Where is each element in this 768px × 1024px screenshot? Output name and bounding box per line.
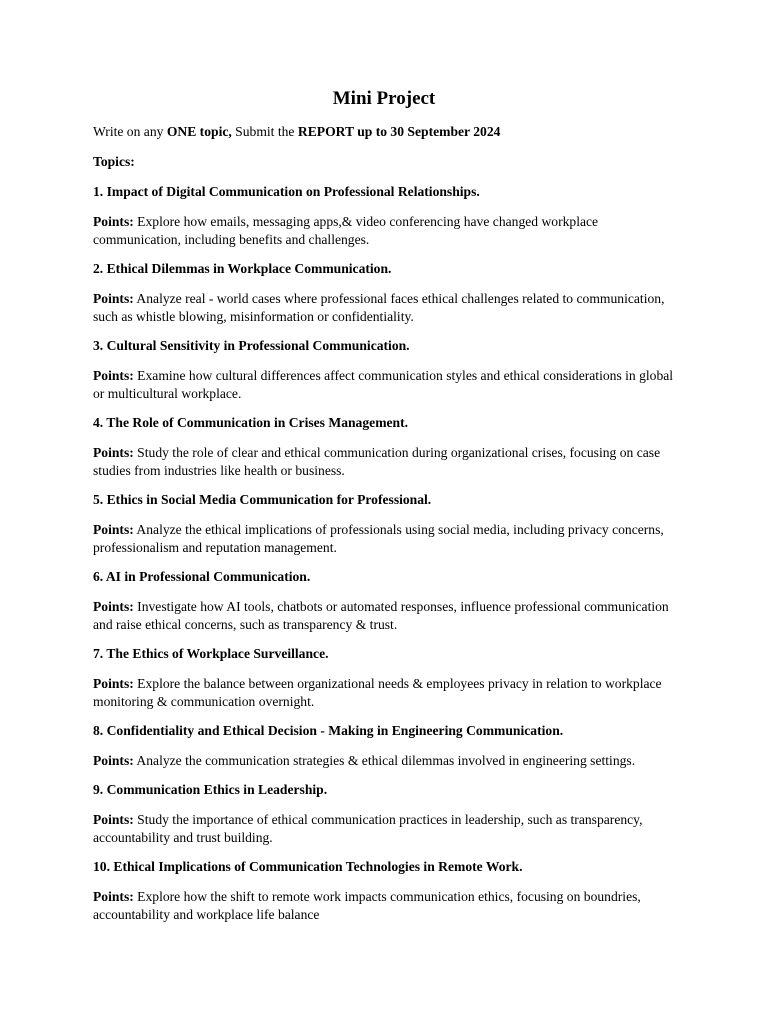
topic-points bbox=[93, 811, 683, 847]
instructions-paragraph bbox=[93, 123, 683, 141]
topic-heading: 4. The Role of Communication in Crises Management. bbox=[93, 415, 409, 430]
points-text: Analyze real - world cases where professional faces ethical challenges related to communication, such as whistle blowing, misinformation or confidentiality. bbox=[93, 291, 665, 324]
points-text: Analyze the communication strategies & ethical dilemmas involved in engineering settings. bbox=[133, 753, 636, 768]
topic-item bbox=[93, 260, 683, 326]
topic-heading: 3. Cultural Sensitivity in Professional Communication. bbox=[93, 338, 410, 353]
topic-item bbox=[93, 781, 683, 847]
topic-points bbox=[93, 752, 683, 770]
points-text: Explore how emails, messaging apps,& video conferencing have changed workplace communication, including benefits and challenges. bbox=[93, 214, 599, 247]
points-label: Points: bbox=[93, 291, 134, 306]
points-text: Investigate how AI tools, chatbots or automated responses, influence professional communication and raise ethical concerns, such as transparency & trust. bbox=[93, 599, 669, 632]
topic-heading: 6. AI in Professional Communication. bbox=[93, 569, 311, 584]
topic-heading: 2. Ethical Dilemmas in Workplace Communication. bbox=[93, 261, 392, 276]
topic-item bbox=[93, 568, 683, 634]
topic-points bbox=[93, 598, 683, 634]
topic-heading: 5. Ethics in Social Media Communication for Professional. bbox=[93, 492, 432, 507]
points-label: Points: bbox=[93, 445, 134, 460]
topic-item bbox=[93, 414, 683, 480]
points-label: Points: bbox=[93, 599, 134, 614]
topic-heading: 8. Confidentiality and Ethical Decision - Making in Engineering Communication. bbox=[93, 723, 564, 738]
topic-list bbox=[93, 183, 683, 924]
topic-points bbox=[93, 888, 683, 924]
topic-heading: 1. Impact of Digital Communication on Professional Relationships. bbox=[93, 184, 480, 199]
points-text: Examine how cultural differences affect communication styles and ethical considerations in global or multicultural workplace. bbox=[93, 368, 674, 401]
topic-item bbox=[93, 722, 683, 770]
topic-points bbox=[93, 444, 683, 480]
points-text: Analyze the ethical implications of professionals using social media, including privacy concerns, professionalism and reputation management. bbox=[93, 522, 664, 555]
topic-heading: 7. The Ethics of Workplace Surveillance. bbox=[93, 646, 329, 661]
points-label: Points: bbox=[93, 522, 134, 537]
points-label: Points: bbox=[93, 676, 134, 691]
intro-middle: Submit the bbox=[231, 124, 298, 139]
points-label: Points: bbox=[93, 368, 134, 383]
intro-emphasis-topic: ONE topic, bbox=[166, 124, 232, 139]
document-title: Mini Project bbox=[332, 88, 436, 109]
document-body bbox=[93, 123, 683, 935]
points-text: Explore the balance between organizational needs & employees privacy in relation to workplace monitoring & communication overnight. bbox=[93, 676, 662, 709]
topic-points bbox=[93, 367, 683, 403]
topic-item bbox=[93, 491, 683, 557]
topic-item bbox=[93, 858, 683, 924]
points-text: Study the importance of ethical communication practices in leadership, such as transparency, accountability and trust building. bbox=[93, 812, 643, 845]
topic-item bbox=[93, 183, 683, 249]
points-label: Points: bbox=[93, 214, 134, 229]
points-label: Points: bbox=[93, 889, 134, 904]
intro-emphasis-deadline: REPORT up to 30 September 2024 bbox=[297, 124, 501, 139]
topic-heading: 9. Communication Ethics in Leadership. bbox=[93, 782, 328, 797]
topic-points bbox=[93, 213, 683, 249]
topic-points bbox=[93, 521, 683, 557]
topic-item bbox=[93, 337, 683, 403]
topic-item bbox=[93, 645, 683, 711]
points-text: Study the role of clear and ethical communication during organizational crises, focusing on case studies from industries like health or business. bbox=[93, 445, 661, 478]
points-text: Explore how the shift to remote work impacts communication ethics, focusing on boundries, accountability and workplace life balance bbox=[93, 889, 641, 922]
topic-points bbox=[93, 290, 683, 326]
points-label: Points: bbox=[93, 812, 134, 827]
intro-prefix: Write on any bbox=[93, 124, 167, 139]
points-label: Points: bbox=[93, 753, 134, 768]
topic-heading: 10. Ethical Implications of Communication Technologies in Remote Work. bbox=[93, 859, 523, 874]
topics-label: Topics: bbox=[93, 154, 135, 169]
topic-points bbox=[93, 675, 683, 711]
